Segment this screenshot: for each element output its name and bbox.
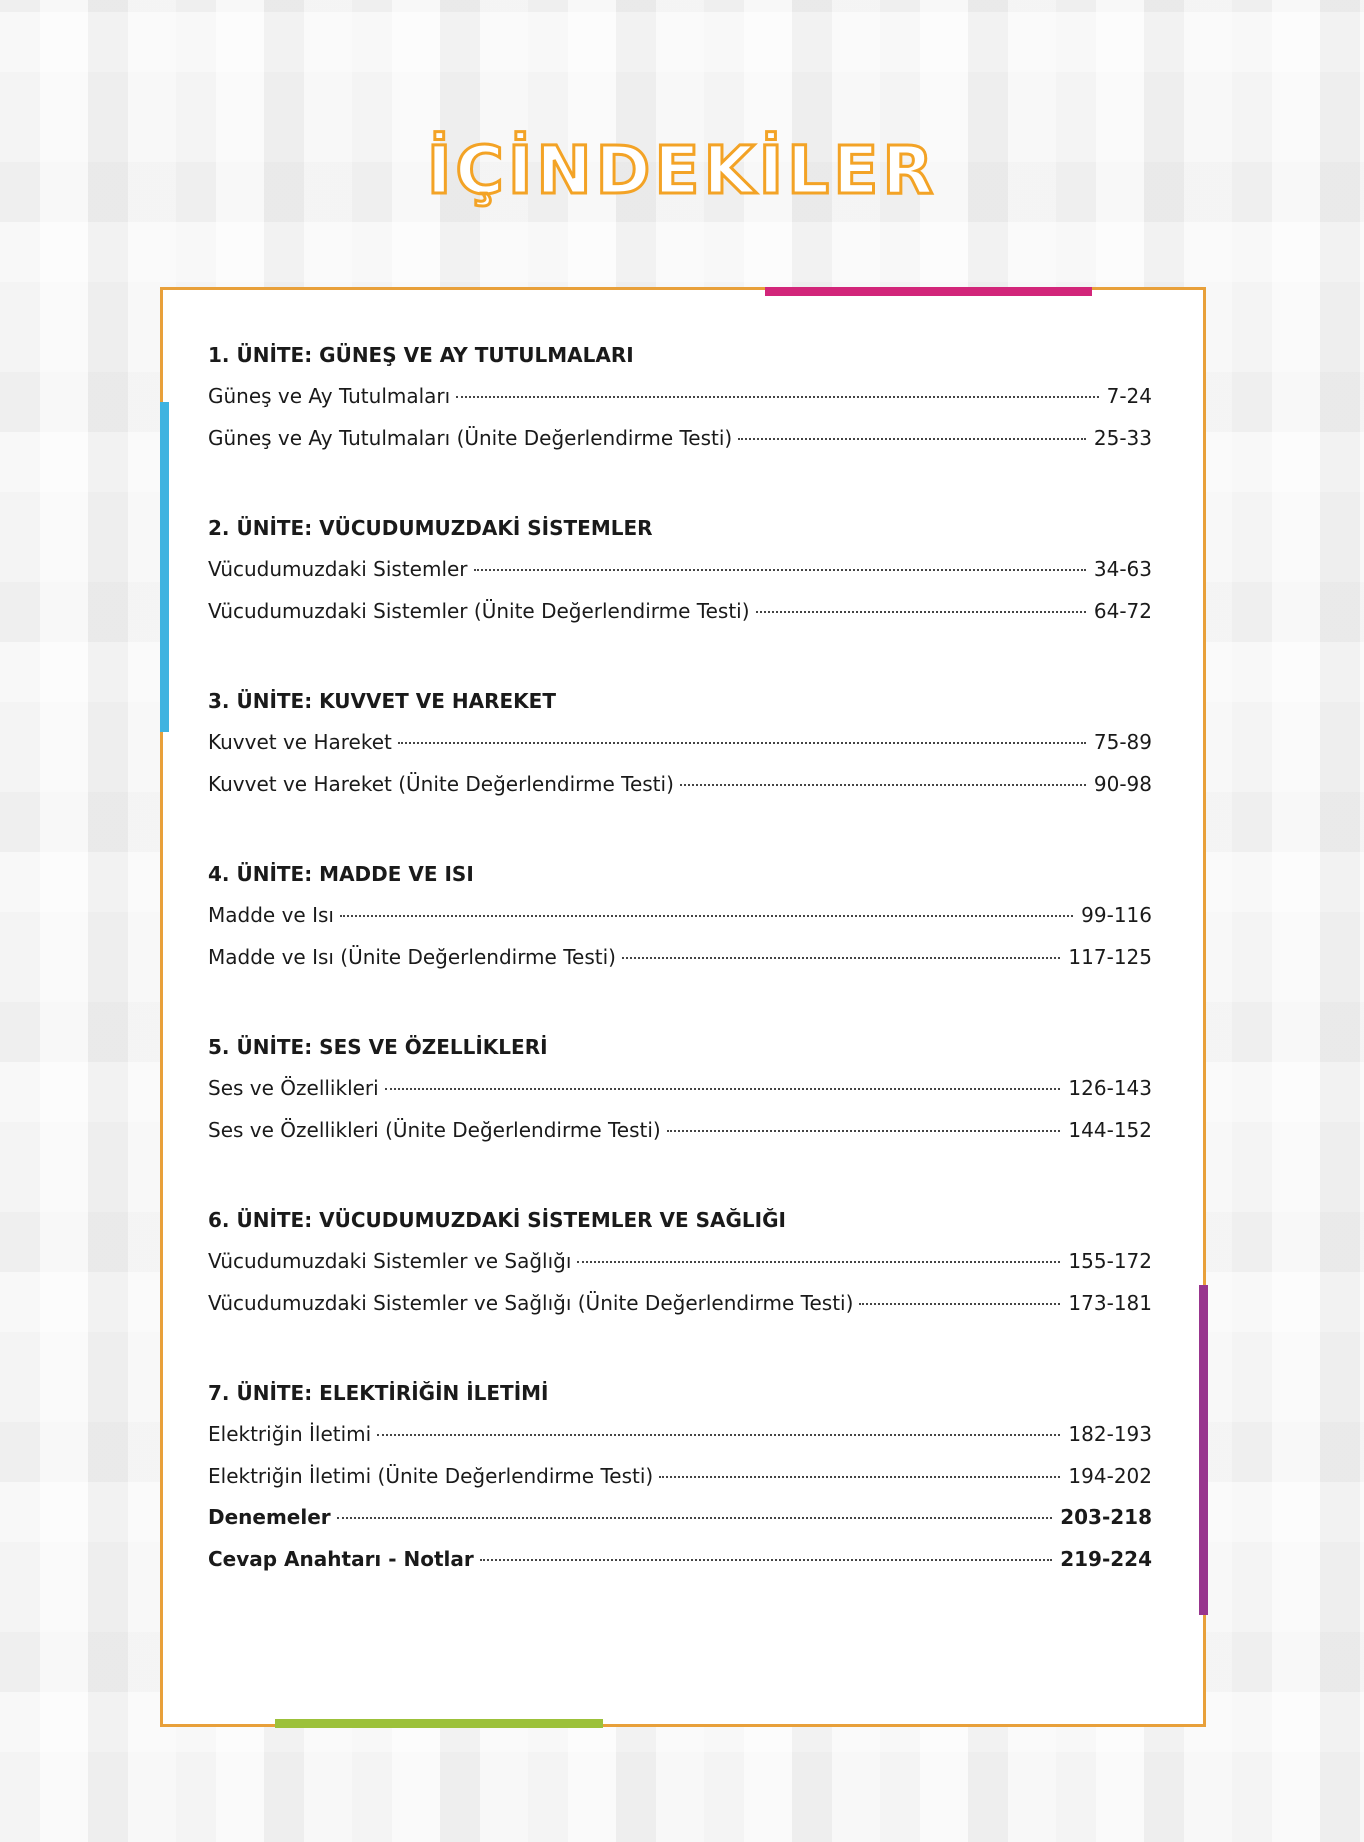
entry-label: Elektriğin İletimi (Ünite Değerlendirme Testi) [208,1463,654,1488]
dot-leader [337,1517,1053,1519]
entry-label: Ses ve Özellikleri (Ünite Değerlendirme Testi) [208,1117,661,1142]
toc-entry[interactable] [208,1068,1152,1110]
toc-entry[interactable] [208,1414,1152,1456]
entry-label: Vücudumuzdaki Sistemler [208,557,468,581]
table-of-contents [208,335,1152,1629]
unit-1 [208,335,1152,459]
unit-6 [208,1200,1152,1324]
entry-pages: 219-224 [1060,1546,1152,1571]
dot-leader [859,1303,1060,1305]
entry-label: Vücudumuzdaki Sistemler ve Sağlığı [208,1249,572,1273]
entry-pages: 182-193 [1068,1422,1152,1446]
unit-3 [208,681,1152,805]
entry-pages: 75-89 [1093,730,1152,754]
toc-entry[interactable] [208,937,1152,979]
dot-leader [456,396,1098,398]
unit-2 [208,508,1152,632]
dot-leader [680,784,1086,786]
toc-entry[interactable] [208,1110,1152,1152]
entry-pages: 194-202 [1068,1463,1152,1488]
accent-bar-left [160,402,169,732]
toc-entry[interactable] [208,1456,1152,1498]
dot-leader [480,1559,1052,1561]
entry-label: Vücudumuzdaki Sistemler (Ünite Değerlendirme Testi) [208,598,750,623]
toc-entry[interactable] [208,376,1152,418]
unit-heading: 2. ÜNİTE: VÜCUDUMUZDAKİ SİSTEMLER [208,516,653,540]
entry-label: Güneş ve Ay Tutulmaları [208,384,451,408]
entry-pages: 90-98 [1093,771,1152,796]
entry-pages: 34-63 [1093,557,1152,581]
dot-leader [398,742,1086,744]
toc-entry[interactable] [208,549,1152,591]
page-title: İÇİNDEKİLER [426,132,938,209]
entry-pages: 173-181 [1068,1290,1152,1315]
accent-bar-right [1199,1285,1208,1615]
entry-label: Kuvvet ve Hareket [208,730,392,754]
entry-pages: 203-218 [1060,1505,1152,1529]
unit-4 [208,854,1152,978]
entry-pages: 25-33 [1093,425,1152,450]
entry-label: Madde ve Isı [208,903,334,927]
toc-entry[interactable] [208,722,1152,764]
unit-heading: 3. ÜNİTE: KUVVET VE HAREKET [208,689,556,713]
toc-entry[interactable] [208,591,1152,633]
toc-entry[interactable] [208,418,1152,460]
unit-heading: 5. ÜNİTE: SES VE ÖZELLİKLERİ [208,1035,548,1059]
toc-entry-denemeler[interactable] [208,1497,1152,1539]
toc-entry[interactable] [208,1241,1152,1283]
unit-7 [208,1373,1152,1580]
entry-label: Ses ve Özellikleri [208,1076,379,1100]
dot-leader [756,611,1086,613]
unit-heading: 4. ÜNİTE: MADDE VE ISI [208,862,474,886]
accent-bar-bottom [275,1719,603,1728]
entry-pages: 64-72 [1093,598,1152,623]
dot-leader [659,1476,1060,1478]
entry-pages: 99-116 [1081,903,1152,927]
entry-pages: 117-125 [1068,944,1152,969]
entry-label: Güneş ve Ay Tutulmaları (Ünite Değerlendirme Testi) [208,425,733,450]
dot-leader [385,1088,1061,1090]
toc-entry[interactable] [208,1283,1152,1325]
entry-pages: 126-143 [1068,1076,1152,1100]
dot-leader [738,438,1086,440]
toc-entry[interactable] [208,895,1152,937]
dot-leader [377,1434,1060,1436]
toc-entry[interactable] [208,764,1152,806]
dot-leader [622,957,1060,959]
entry-label: Kuvvet ve Hareket (Ünite Değerlendirme Testi) [208,771,674,796]
entry-pages: 7-24 [1106,384,1152,408]
unit-heading: 1. ÜNİTE: GÜNEŞ VE AY TUTULMALARI [208,343,634,367]
dot-leader [474,569,1086,571]
entry-label: Denemeler [208,1505,331,1529]
accent-bar-top [765,287,1092,296]
entry-pages: 144-152 [1068,1117,1152,1142]
unit-5 [208,1027,1152,1151]
unit-heading: 6. ÜNİTE: VÜCUDUMUZDAKİ SİSTEMLER VE SAĞLIĞI [208,1208,786,1232]
entry-label: Vücudumuzdaki Sistemler ve Sağlığı (Ünite Değerlendirme Testi) [208,1290,854,1315]
dot-leader [667,1130,1061,1132]
entry-pages: 155-172 [1068,1249,1152,1273]
toc-entry-answer-key[interactable] [208,1539,1152,1581]
entry-label: Elektriğin İletimi [208,1422,372,1446]
dot-leader [340,915,1073,917]
entry-label: Madde ve Isı (Ünite Değerlendirme Testi) [208,944,616,969]
unit-heading: 7. ÜNİTE: ELEKTİRİĞİN İLETİMİ [208,1381,549,1405]
entry-label: Cevap Anahtarı - Notlar [208,1546,474,1571]
dot-leader [577,1261,1060,1263]
